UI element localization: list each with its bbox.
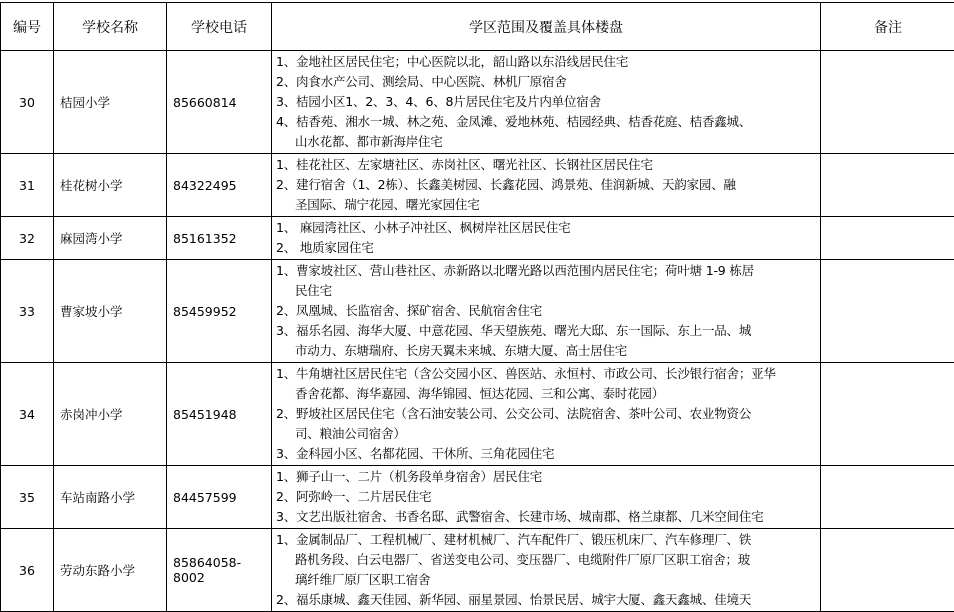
district-scope	[272, 154, 821, 217]
scope-line: 1、牛角塘社区居民住宅（含公交园小区、兽医站、永恒村、市政公司、长沙银行宿舍；亚华	[276, 364, 820, 384]
school-phone: 84322495	[167, 154, 272, 217]
district-scope	[272, 466, 821, 529]
header-number: 编号	[1, 3, 54, 51]
district-scope	[272, 51, 821, 154]
header-school-phone: 学校电话	[167, 3, 272, 51]
scope-line: 山水花都、都市新海岸住宅	[276, 132, 820, 152]
school-phone: 85459952	[167, 260, 272, 363]
scope-line: 3、桔园小区1、2、3、4、6、8片居民住宅及片内单位宿舍	[276, 92, 820, 112]
table-row	[1, 260, 954, 363]
scope-line: 香舍花都、海华嘉园、海华锦园、恒达花园、三和公寓、泰时花园）	[276, 384, 820, 404]
scope-line: 司、粮油公司宿舍）	[276, 424, 820, 444]
scope-line: 3、福乐名园、海华大厦、中意花园、华天望族苑、曙光大邸、东一国际、东上一品、城	[276, 321, 820, 341]
district-scope	[272, 363, 821, 466]
table-row	[1, 466, 954, 529]
scope-line: 2、凤凰城、长监宿舍、探矿宿舍、民航宿舍住宅	[276, 301, 820, 321]
district-scope	[272, 260, 821, 363]
scope-line: 1、金地社区居民住宅；中心医院以北，韶山路以东沿线居民住宅	[276, 52, 820, 72]
school-number: 34	[1, 363, 54, 466]
table-row	[1, 154, 954, 217]
scope-line: 1、 麻园湾社区、小林子冲社区、枫树岸社区居民住宅	[276, 218, 820, 238]
scope-line: 4、桔香苑、湘水一城、林之苑、金凤滩、爱地林苑、桔园经典、桔香花庭、桔香鑫城、	[276, 112, 820, 132]
scope-line: 市动力、东塘瑞府、长房天翼未来城、东塘大厦、高士居住宅	[276, 341, 820, 361]
school-name: 桂花树小学	[54, 154, 167, 217]
school-note	[821, 154, 954, 217]
scope-line: 2、肉食水产公司、测绘局、中心医院、林机厂原宿舍	[276, 72, 820, 92]
header-notes: 备注	[821, 3, 954, 51]
scope-line: 2、阿弥岭一、二片居民住宅	[276, 487, 820, 507]
header-row	[1, 3, 954, 51]
scope-line: 2、野坡社区居民住宅（含石油安装公司、公交公司、法院宿舍、茶叶公司、农业物资公	[276, 404, 820, 424]
scope-line: 路机务段、白云电器厂、省送变电公司、变压器厂、电缆附件厂原厂区职工宿舍；玻	[276, 550, 820, 570]
table-row	[1, 529, 954, 612]
table-row	[1, 51, 954, 154]
scope-line: 2、 地质家园住宅	[276, 238, 820, 258]
school-note	[821, 363, 954, 466]
school-number: 36	[1, 529, 54, 612]
table-row	[1, 217, 954, 260]
school-number: 31	[1, 154, 54, 217]
school-note	[821, 51, 954, 154]
scope-line: 3、金科园小区、名都花园、干休所、三角花园住宅	[276, 444, 820, 464]
scope-line: 民住宅	[276, 281, 820, 301]
district-scope	[272, 217, 821, 260]
scope-line: 璃纤维厂原厂区职工宿舍	[276, 570, 820, 590]
school-phone: 84457599	[167, 466, 272, 529]
school-phone: 85451948	[167, 363, 272, 466]
scope-line: 1、狮子山一、二片（机务段单身宿舍）居民住宅	[276, 467, 820, 487]
scope-line: 圣国际、瑞宁花园、曙光家园住宅	[276, 195, 820, 215]
school-name: 劳动东路小学	[54, 529, 167, 612]
school-note	[821, 529, 954, 612]
school-phone: 85864058-8002	[167, 529, 272, 612]
school-phone: 85161352	[167, 217, 272, 260]
scope-line: 2、福乐康城、鑫天佳园、新华园、丽星景园、怡景民居、城宇大厦、鑫天鑫城、佳境天	[276, 590, 820, 610]
school-name: 曹家坡小学	[54, 260, 167, 363]
school-number: 33	[1, 260, 54, 363]
school-number: 30	[1, 51, 54, 154]
school-district-table	[0, 2, 954, 612]
school-note	[821, 260, 954, 363]
school-name: 车站南路小学	[54, 466, 167, 529]
scope-line: 1、桂花社区、左家塘社区、赤岗社区、曙光社区、长钢社区居民住宅	[276, 155, 820, 175]
school-note	[821, 217, 954, 260]
school-number: 35	[1, 466, 54, 529]
school-phone: 85660814	[167, 51, 272, 154]
school-number: 32	[1, 217, 54, 260]
school-name: 赤岗冲小学	[54, 363, 167, 466]
scope-line: 1、金属制品厂、工程机械厂、建材机械厂、汽车配件厂、锻压机床厂、汽车修理厂、铁	[276, 530, 820, 550]
scope-line: 3、文艺出版社宿舍、书香名邸、武警宿舍、长建市场、城南郡、格兰康都、几米空间住宅	[276, 507, 820, 527]
district-scope	[272, 529, 821, 612]
school-name: 麻园湾小学	[54, 217, 167, 260]
school-note	[821, 466, 954, 529]
table-row	[1, 363, 954, 466]
scope-line: 1、曹家坡社区、营山巷社区、赤新路以北曙光路以西范围内居民住宅；荷叶塘 1-9 栋居	[276, 261, 820, 281]
header-school-name: 学校名称	[54, 3, 167, 51]
school-name: 桔园小学	[54, 51, 167, 154]
scope-line: 2、建行宿舍（1、2栋）、长鑫美树园、长鑫花园、鸿景苑、佳润新城、天韵家园、融	[276, 175, 820, 195]
header-district-scope: 学区范围及覆盖具体楼盘	[272, 3, 821, 51]
